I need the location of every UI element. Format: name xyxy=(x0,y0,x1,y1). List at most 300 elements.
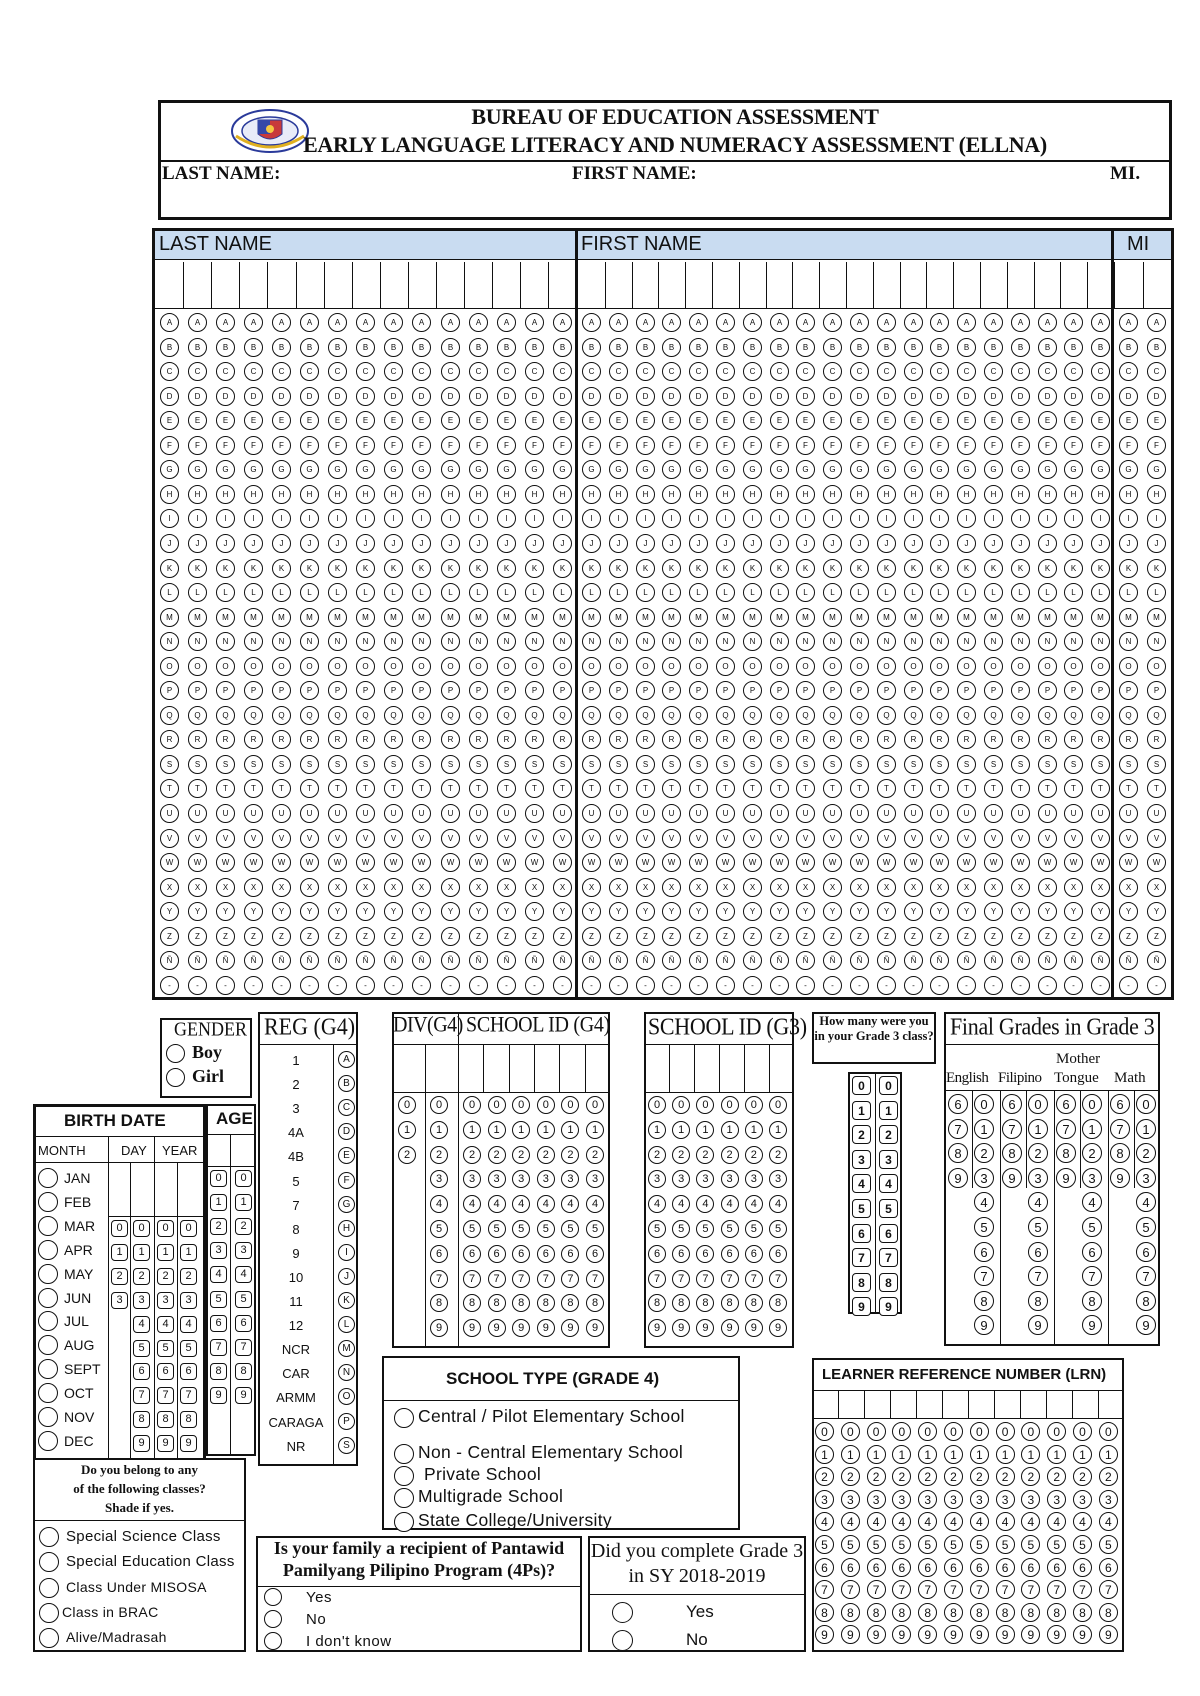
last-name-col-12-bubble-w[interactable]: W xyxy=(469,853,488,872)
grade-mother-tongue-tens-bubble-8[interactable]: 8 xyxy=(1056,1143,1076,1163)
lrn-col-11-bubble-9[interactable]: 9 xyxy=(1073,1625,1092,1644)
grade-mother-tongue-ones-bubble-3[interactable]: 3 xyxy=(1082,1168,1102,1188)
division-col-1-bubble-2[interactable]: 2 xyxy=(398,1146,416,1164)
school-g3-col-3-bubble-0[interactable]: 0 xyxy=(696,1096,714,1114)
first-name-col-6-bubble-y[interactable]: Y xyxy=(716,902,735,921)
first-name-col-5-bubble-l[interactable]: L xyxy=(689,583,708,602)
region-10-bubble[interactable]: J xyxy=(338,1268,355,1285)
first-name-col-15-bubble-i[interactable]: I xyxy=(957,509,976,528)
grade-english-ones-bubble-5[interactable]: 5 xyxy=(974,1217,994,1237)
first-name-col-3-bubble-z[interactable]: Z xyxy=(636,927,655,946)
first-name-col-11-bubble-h[interactable]: H xyxy=(850,485,869,504)
lrn-col-12-bubble-1[interactable]: 1 xyxy=(1099,1445,1118,1464)
last-name-col-1-bubble-ñ[interactable]: Ñ xyxy=(160,951,179,970)
last-name-col-7-bubble-e[interactable]: E xyxy=(328,411,347,430)
lrn-col-12-bubble-0[interactable]: 0 xyxy=(1099,1422,1118,1441)
last-name-col-6-bubble-y[interactable]: Y xyxy=(300,902,319,921)
mi-name-col-1-bubble-g[interactable]: G xyxy=(1119,460,1138,479)
lrn-col-3-bubble-6[interactable]: 6 xyxy=(867,1558,886,1577)
last-name-col-3-bubble-r[interactable]: R xyxy=(216,730,235,749)
grade-mother-tongue-ones-bubble-6[interactable]: 6 xyxy=(1082,1242,1102,1262)
first-name-col-13-bubble-z[interactable]: Z xyxy=(904,927,923,946)
grade-math-ones-bubble-3[interactable]: 3 xyxy=(1136,1168,1156,1188)
school-g4-col-4-bubble-4[interactable]: 4 xyxy=(537,1195,555,1213)
first-name-col-4-bubble-r[interactable]: R xyxy=(662,730,681,749)
first-name-col-14-bubble-n[interactable]: N xyxy=(930,632,949,651)
first-name-col-15-bubble-b[interactable]: B xyxy=(957,338,976,357)
first-name-col-11-bubble-r[interactable]: R xyxy=(850,730,869,749)
first-name-col-19-bubble-o[interactable]: O xyxy=(1064,657,1083,676)
first-name-col-13-bubble-l[interactable]: L xyxy=(904,583,923,602)
last-name-col-4-bubble-m[interactable]: M xyxy=(244,608,263,627)
last-name-col-11-bubble-u[interactable]: U xyxy=(441,804,460,823)
first-name-col-20-bubble-w[interactable]: W xyxy=(1091,853,1110,872)
first-name-col-8-bubble-m[interactable]: M xyxy=(770,608,789,627)
lrn-col-12-bubble-2[interactable]: 2 xyxy=(1099,1467,1118,1486)
mi-name-col-2-bubble-ñ[interactable]: Ñ xyxy=(1147,951,1166,970)
last-name-col-14-bubble-c[interactable]: C xyxy=(525,362,544,381)
first-name-col-17-bubble-l[interactable]: L xyxy=(1011,583,1030,602)
first-name-col-7-bubble-ñ[interactable]: Ñ xyxy=(743,951,762,970)
first-name-col-2-bubble-c[interactable]: C xyxy=(609,362,628,381)
first-name-col-20-bubble-q[interactable]: Q xyxy=(1091,706,1110,725)
lrn-col-6-bubble-8[interactable]: 8 xyxy=(944,1603,963,1622)
first-name-col-5-bubble-a[interactable]: A xyxy=(689,313,708,332)
first-name-col-18-bubble-e[interactable]: E xyxy=(1038,411,1057,430)
school-g4-col-2-bubble-1[interactable]: 1 xyxy=(488,1121,506,1139)
last-name-col-9-bubble-d[interactable]: D xyxy=(384,387,403,406)
year-ones-bubble-3[interactable]: 3 xyxy=(180,1292,197,1309)
class-count-tens-bubble-1[interactable]: 1 xyxy=(852,1101,871,1120)
first-name-col-16-bubble-d[interactable]: D xyxy=(984,387,1003,406)
lrn-col-9-bubble-8[interactable]: 8 xyxy=(1021,1603,1040,1622)
school-type-non-central-bubble[interactable] xyxy=(394,1444,414,1464)
first-name-col-10-bubble-x[interactable]: X xyxy=(823,878,842,897)
first-name-col-7-bubble-m[interactable]: M xyxy=(743,608,762,627)
last-name-col-15-bubble-j[interactable]: J xyxy=(553,534,572,553)
school-g3-col-6-bubble-6[interactable]: 6 xyxy=(769,1245,787,1263)
last-name-col-4-bubble-a[interactable]: A xyxy=(244,313,263,332)
first-name-col-7-bubble-a[interactable]: A xyxy=(743,313,762,332)
grade-mother-tongue-tens-bubble-6[interactable]: 6 xyxy=(1056,1094,1076,1114)
last-name-col-6-bubble-p[interactable]: P xyxy=(300,681,319,700)
class-count-ones-bubble-0[interactable]: 0 xyxy=(879,1076,898,1095)
school-g3-col-4-bubble-1[interactable]: 1 xyxy=(721,1121,739,1139)
year-tens-bubble-5[interactable]: 5 xyxy=(157,1340,174,1357)
class-count-ones-bubble-2[interactable]: 2 xyxy=(879,1125,898,1144)
first-name-col-13-bubble-s[interactable]: S xyxy=(904,755,923,774)
last-name-col-7-bubble-z[interactable]: Z xyxy=(328,927,347,946)
lrn-col-7-bubble-9[interactable]: 9 xyxy=(970,1625,989,1644)
first-name-col-20-bubble-dash[interactable]: - xyxy=(1091,976,1110,995)
last-name-col-11-bubble-x[interactable]: X xyxy=(441,878,460,897)
first-name-col-9-bubble-s[interactable]: S xyxy=(796,755,815,774)
lrn-col-10-bubble-1[interactable]: 1 xyxy=(1047,1445,1066,1464)
first-name-col-7-bubble-g[interactable]: G xyxy=(743,460,762,479)
last-name-col-4-bubble-g[interactable]: G xyxy=(244,460,263,479)
first-name-col-7-bubble-o[interactable]: O xyxy=(743,657,762,676)
last-name-col-15-bubble-ñ[interactable]: Ñ xyxy=(553,951,572,970)
last-name-col-11-bubble-e[interactable]: E xyxy=(441,411,460,430)
last-name-col-7-bubble-f[interactable]: F xyxy=(328,436,347,455)
month-dec-bubble[interactable] xyxy=(38,1431,58,1451)
mi-name-col-2-bubble-d[interactable]: D xyxy=(1147,387,1166,406)
first-name-col-16-bubble-z[interactable]: Z xyxy=(984,927,1003,946)
first-name-col-2-bubble-w[interactable]: W xyxy=(609,853,628,872)
last-name-col-10-bubble-q[interactable]: Q xyxy=(412,706,431,725)
first-name-col-8-bubble-k[interactable]: K xyxy=(770,559,789,578)
first-name-col-8-bubble-p[interactable]: P xyxy=(770,681,789,700)
first-name-col-5-bubble-f[interactable]: F xyxy=(689,436,708,455)
last-name-col-12-bubble-dash[interactable]: - xyxy=(469,976,488,995)
lrn-col-2-bubble-7[interactable]: 7 xyxy=(841,1580,860,1599)
age-ones-bubble-1[interactable]: 1 xyxy=(235,1194,252,1211)
first-name-col-9-bubble-d[interactable]: D xyxy=(796,387,815,406)
age-tens-bubble-2[interactable]: 2 xyxy=(210,1218,227,1235)
first-name-col-6-bubble-t[interactable]: T xyxy=(716,779,735,798)
first-name-col-18-bubble-c[interactable]: C xyxy=(1038,362,1057,381)
school-g3-col-2-bubble-7[interactable]: 7 xyxy=(672,1270,690,1288)
lrn-col-8-bubble-9[interactable]: 9 xyxy=(996,1625,1015,1644)
first-name-col-10-bubble-k[interactable]: K xyxy=(823,559,842,578)
first-name-col-11-bubble-t[interactable]: T xyxy=(850,779,869,798)
last-name-col-2-bubble-dash[interactable]: - xyxy=(188,976,207,995)
first-name-col-16-bubble-h[interactable]: H xyxy=(984,485,1003,504)
last-name-col-11-bubble-q[interactable]: Q xyxy=(441,706,460,725)
school-g4-col-3-bubble-2[interactable]: 2 xyxy=(512,1146,530,1164)
first-name-col-20-bubble-g[interactable]: G xyxy=(1091,460,1110,479)
first-name-col-8-bubble-f[interactable]: F xyxy=(770,436,789,455)
first-name-col-2-bubble-ñ[interactable]: Ñ xyxy=(609,951,628,970)
last-name-col-13-bubble-g[interactable]: G xyxy=(497,460,516,479)
first-name-col-16-bubble-x[interactable]: X xyxy=(984,878,1003,897)
last-name-col-11-bubble-f[interactable]: F xyxy=(441,436,460,455)
last-name-col-1-bubble-e[interactable]: E xyxy=(160,411,179,430)
first-name-col-15-bubble-m[interactable]: M xyxy=(957,608,976,627)
first-name-col-18-bubble-v[interactable]: V xyxy=(1038,829,1057,848)
last-name-col-11-bubble-g[interactable]: G xyxy=(441,460,460,479)
day-ones-bubble-7[interactable]: 7 xyxy=(133,1387,150,1404)
first-name-col-14-bubble-r[interactable]: R xyxy=(930,730,949,749)
last-name-col-4-bubble-ñ[interactable]: Ñ xyxy=(244,951,263,970)
mi-name-col-2-bubble-h[interactable]: H xyxy=(1147,485,1166,504)
first-name-col-6-bubble-m[interactable]: M xyxy=(716,608,735,627)
first-name-col-9-bubble-dash[interactable]: - xyxy=(796,976,815,995)
mi-name-col-1-bubble-o[interactable]: O xyxy=(1119,657,1138,676)
lrn-col-6-bubble-7[interactable]: 7 xyxy=(944,1580,963,1599)
first-name-col-19-bubble-d[interactable]: D xyxy=(1064,387,1083,406)
first-name-col-3-bubble-h[interactable]: H xyxy=(636,485,655,504)
first-name-col-3-bubble-k[interactable]: K xyxy=(636,559,655,578)
first-name-col-14-bubble-ñ[interactable]: Ñ xyxy=(930,951,949,970)
last-name-col-10-bubble-t[interactable]: T xyxy=(412,779,431,798)
mi-name-col-2-bubble-k[interactable]: K xyxy=(1147,559,1166,578)
first-name-col-7-bubble-dash[interactable]: - xyxy=(743,976,762,995)
last-name-col-13-bubble-f[interactable]: F xyxy=(497,436,516,455)
last-name-col-14-bubble-f[interactable]: F xyxy=(525,436,544,455)
first-name-col-1-bubble-t[interactable]: T xyxy=(582,779,601,798)
grade-filipino-tens-bubble-9[interactable]: 9 xyxy=(1002,1168,1022,1188)
last-name-col-14-bubble-t[interactable]: T xyxy=(525,779,544,798)
school-g3-col-4-bubble-3[interactable]: 3 xyxy=(721,1170,739,1188)
last-name-col-5-bubble-b[interactable]: B xyxy=(272,338,291,357)
first-name-col-16-bubble-u[interactable]: U xyxy=(984,804,1003,823)
school-g3-col-6-bubble-2[interactable]: 2 xyxy=(769,1146,787,1164)
grade-english-ones-bubble-7[interactable]: 7 xyxy=(974,1266,994,1286)
first-name-col-9-bubble-u[interactable]: U xyxy=(796,804,815,823)
last-name-col-5-bubble-j[interactable]: J xyxy=(272,534,291,553)
first-name-col-10-bubble-q[interactable]: Q xyxy=(823,706,842,725)
first-name-col-12-bubble-f[interactable]: F xyxy=(877,436,896,455)
first-name-col-10-bubble-d[interactable]: D xyxy=(823,387,842,406)
last-name-col-5-bubble-e[interactable]: E xyxy=(272,411,291,430)
year-ones-bubble-5[interactable]: 5 xyxy=(180,1340,197,1357)
grade-english-ones-bubble-9[interactable]: 9 xyxy=(974,1315,994,1335)
last-name-col-6-bubble-b[interactable]: B xyxy=(300,338,319,357)
grade-english-tens-bubble-6[interactable]: 6 xyxy=(948,1094,968,1114)
month-may-bubble[interactable] xyxy=(38,1264,58,1284)
last-name-col-13-bubble-y[interactable]: Y xyxy=(497,902,516,921)
first-name-col-8-bubble-t[interactable]: T xyxy=(770,779,789,798)
first-name-col-19-bubble-u[interactable]: U xyxy=(1064,804,1083,823)
school-g3-col-5-bubble-2[interactable]: 2 xyxy=(745,1146,763,1164)
last-name-col-9-bubble-w[interactable]: W xyxy=(384,853,403,872)
last-name-col-2-bubble-p[interactable]: P xyxy=(188,681,207,700)
last-name-col-7-bubble-u[interactable]: U xyxy=(328,804,347,823)
region-9-bubble[interactable]: I xyxy=(338,1244,355,1261)
last-name-col-15-bubble-v[interactable]: V xyxy=(553,829,572,848)
first-name-col-18-bubble-ñ[interactable]: Ñ xyxy=(1038,951,1057,970)
last-name-col-2-bubble-ñ[interactable]: Ñ xyxy=(188,951,207,970)
last-name-col-11-bubble-n[interactable]: N xyxy=(441,632,460,651)
last-name-col-6-bubble-dash[interactable]: - xyxy=(300,976,319,995)
first-name-col-4-bubble-w[interactable]: W xyxy=(662,853,681,872)
lrn-col-6-bubble-4[interactable]: 4 xyxy=(944,1512,963,1531)
lrn-col-3-bubble-7[interactable]: 7 xyxy=(867,1580,886,1599)
mi-name-col-2-bubble-z[interactable]: Z xyxy=(1147,927,1166,946)
first-name-col-9-bubble-v[interactable]: V xyxy=(796,829,815,848)
last-name-col-7-bubble-p[interactable]: P xyxy=(328,681,347,700)
last-name-col-1-bubble-dash[interactable]: - xyxy=(160,976,179,995)
first-name-col-13-bubble-dash[interactable]: - xyxy=(904,976,923,995)
last-name-col-1-bubble-s[interactable]: S xyxy=(160,755,179,774)
last-name-col-10-bubble-b[interactable]: B xyxy=(412,338,431,357)
last-name-col-4-bubble-t[interactable]: T xyxy=(244,779,263,798)
first-name-col-13-bubble-h[interactable]: H xyxy=(904,485,923,504)
mi-name-col-1-bubble-u[interactable]: U xyxy=(1119,804,1138,823)
last-name-col-7-bubble-l[interactable]: L xyxy=(328,583,347,602)
last-name-col-8-bubble-w[interactable]: W xyxy=(356,853,375,872)
first-name-col-17-bubble-d[interactable]: D xyxy=(1011,387,1030,406)
first-name-col-20-bubble-i[interactable]: I xyxy=(1091,509,1110,528)
day-ones-bubble-1[interactable]: 1 xyxy=(133,1244,150,1261)
school-g4-col-2-bubble-6[interactable]: 6 xyxy=(488,1245,506,1263)
year-tens-bubble-0[interactable]: 0 xyxy=(157,1220,174,1237)
mi-name-col-1-bubble-l[interactable]: L xyxy=(1119,583,1138,602)
first-name-col-7-bubble-w[interactable]: W xyxy=(743,853,762,872)
last-name-col-1-bubble-y[interactable]: Y xyxy=(160,902,179,921)
first-name-col-19-bubble-x[interactable]: X xyxy=(1064,878,1083,897)
first-name-col-12-bubble-d[interactable]: D xyxy=(877,387,896,406)
first-name-col-16-bubble-l[interactable]: L xyxy=(984,583,1003,602)
first-name-col-12-bubble-g[interactable]: G xyxy=(877,460,896,479)
last-name-col-9-bubble-j[interactable]: J xyxy=(384,534,403,553)
last-name-col-1-bubble-a[interactable]: A xyxy=(160,313,179,332)
grade-mother-tongue-tens-bubble-9[interactable]: 9 xyxy=(1056,1168,1076,1188)
first-name-col-2-bubble-q[interactable]: Q xyxy=(609,706,628,725)
first-name-col-14-bubble-u[interactable]: U xyxy=(930,804,949,823)
first-name-col-5-bubble-e[interactable]: E xyxy=(689,411,708,430)
last-name-col-12-bubble-k[interactable]: K xyxy=(469,559,488,578)
lrn-col-9-bubble-3[interactable]: 3 xyxy=(1021,1490,1040,1509)
last-name-col-6-bubble-u[interactable]: U xyxy=(300,804,319,823)
class-alive-madrasah-bubble[interactable] xyxy=(39,1628,59,1648)
last-name-col-9-bubble-s[interactable]: S xyxy=(384,755,403,774)
first-name-col-9-bubble-k[interactable]: K xyxy=(796,559,815,578)
first-name-col-8-bubble-x[interactable]: X xyxy=(770,878,789,897)
last-name-col-9-bubble-t[interactable]: T xyxy=(384,779,403,798)
last-name-col-5-bubble-v[interactable]: V xyxy=(272,829,291,848)
school-g3-col-1-bubble-2[interactable]: 2 xyxy=(648,1146,666,1164)
last-name-col-6-bubble-g[interactable]: G xyxy=(300,460,319,479)
first-name-col-11-bubble-j[interactable]: J xyxy=(850,534,869,553)
mi-name-col-1-bubble-c[interactable]: C xyxy=(1119,362,1138,381)
first-name-col-8-bubble-y[interactable]: Y xyxy=(770,902,789,921)
last-name-col-2-bubble-e[interactable]: E xyxy=(188,411,207,430)
last-name-col-7-bubble-dash[interactable]: - xyxy=(328,976,347,995)
mi-name-col-1-bubble-z[interactable]: Z xyxy=(1119,927,1138,946)
first-name-col-13-bubble-ñ[interactable]: Ñ xyxy=(904,951,923,970)
year-tens-bubble-9[interactable]: 9 xyxy=(157,1435,174,1452)
first-name-col-20-bubble-z[interactable]: Z xyxy=(1091,927,1110,946)
last-name-col-12-bubble-h[interactable]: H xyxy=(469,485,488,504)
first-name-col-3-bubble-e[interactable]: E xyxy=(636,411,655,430)
school-g4-col-6-bubble-4[interactable]: 4 xyxy=(586,1195,604,1213)
first-name-col-7-bubble-q[interactable]: Q xyxy=(743,706,762,725)
school-g4-col-2-bubble-7[interactable]: 7 xyxy=(488,1270,506,1288)
day-ones-bubble-8[interactable]: 8 xyxy=(133,1411,150,1428)
last-name-col-14-bubble-u[interactable]: U xyxy=(525,804,544,823)
division-col-1-bubble-0[interactable]: 0 xyxy=(398,1096,416,1114)
last-name-col-6-bubble-l[interactable]: L xyxy=(300,583,319,602)
first-name-col-11-bubble-n[interactable]: N xyxy=(850,632,869,651)
lrn-col-4-bubble-9[interactable]: 9 xyxy=(892,1625,911,1644)
first-name-col-1-bubble-ñ[interactable]: Ñ xyxy=(582,951,601,970)
mi-name-col-2-bubble-t[interactable]: T xyxy=(1147,779,1166,798)
first-name-col-1-bubble-q[interactable]: Q xyxy=(582,706,601,725)
age-ones-bubble-6[interactable]: 6 xyxy=(235,1315,252,1332)
day-ones-bubble-4[interactable]: 4 xyxy=(133,1316,150,1333)
division-col-2-bubble-0[interactable]: 0 xyxy=(430,1096,448,1114)
first-name-col-19-bubble-r[interactable]: R xyxy=(1064,730,1083,749)
first-name-col-1-bubble-u[interactable]: U xyxy=(582,804,601,823)
year-ones-bubble-2[interactable]: 2 xyxy=(180,1268,197,1285)
last-name-col-7-bubble-j[interactable]: J xyxy=(328,534,347,553)
mi-name-col-2-bubble-y[interactable]: Y xyxy=(1147,902,1166,921)
first-name-col-8-bubble-w[interactable]: W xyxy=(770,853,789,872)
last-name-col-7-bubble-t[interactable]: T xyxy=(328,779,347,798)
last-name-col-3-bubble-d[interactable]: D xyxy=(216,387,235,406)
first-name-col-3-bubble-s[interactable]: S xyxy=(636,755,655,774)
last-name-col-4-bubble-n[interactable]: N xyxy=(244,632,263,651)
lrn-col-2-bubble-4[interactable]: 4 xyxy=(841,1512,860,1531)
lrn-col-5-bubble-1[interactable]: 1 xyxy=(918,1445,937,1464)
first-name-col-1-bubble-w[interactable]: W xyxy=(582,853,601,872)
school-g4-col-1-bubble-1[interactable]: 1 xyxy=(463,1121,481,1139)
last-name-col-3-bubble-w[interactable]: W xyxy=(216,853,235,872)
school-g3-col-4-bubble-0[interactable]: 0 xyxy=(721,1096,739,1114)
grade-math-ones-bubble-8[interactable]: 8 xyxy=(1136,1291,1156,1311)
last-name-col-13-bubble-q[interactable]: Q xyxy=(497,706,516,725)
lrn-col-8-bubble-4[interactable]: 4 xyxy=(996,1512,1015,1531)
school-g3-col-3-bubble-3[interactable]: 3 xyxy=(696,1170,714,1188)
first-name-col-16-bubble-e[interactable]: E xyxy=(984,411,1003,430)
region-car-bubble[interactable]: N xyxy=(338,1364,355,1381)
last-name-col-11-bubble-b[interactable]: B xyxy=(441,338,460,357)
school-g3-col-5-bubble-7[interactable]: 7 xyxy=(745,1270,763,1288)
last-name-col-1-bubble-i[interactable]: I xyxy=(160,509,179,528)
first-name-col-2-bubble-o[interactable]: O xyxy=(609,657,628,676)
last-name-col-8-bubble-e[interactable]: E xyxy=(356,411,375,430)
lrn-col-5-bubble-8[interactable]: 8 xyxy=(918,1603,937,1622)
first-name-col-15-bubble-dash[interactable]: - xyxy=(957,976,976,995)
class-count-ones-bubble-1[interactable]: 1 xyxy=(879,1101,898,1120)
last-name-col-13-bubble-i[interactable]: I xyxy=(497,509,516,528)
last-name-col-8-bubble-r[interactable]: R xyxy=(356,730,375,749)
first-name-col-15-bubble-s[interactable]: S xyxy=(957,755,976,774)
first-name-col-8-bubble-h[interactable]: H xyxy=(770,485,789,504)
last-name-col-3-bubble-y[interactable]: Y xyxy=(216,902,235,921)
division-col-2-bubble-3[interactable]: 3 xyxy=(430,1170,448,1188)
first-name-col-8-bubble-l[interactable]: L xyxy=(770,583,789,602)
last-name-col-5-bubble-q[interactable]: Q xyxy=(272,706,291,725)
first-name-col-9-bubble-ñ[interactable]: Ñ xyxy=(796,951,815,970)
first-name-col-3-bubble-x[interactable]: X xyxy=(636,878,655,897)
first-name-col-19-bubble-g[interactable]: G xyxy=(1064,460,1083,479)
last-name-col-10-bubble-j[interactable]: J xyxy=(412,534,431,553)
first-name-col-3-bubble-c[interactable]: C xyxy=(636,362,655,381)
last-name-col-10-bubble-c[interactable]: C xyxy=(412,362,431,381)
school-g4-col-5-bubble-2[interactable]: 2 xyxy=(561,1146,579,1164)
first-name-col-15-bubble-u[interactable]: U xyxy=(957,804,976,823)
grade-math-ones-bubble-5[interactable]: 5 xyxy=(1136,1217,1156,1237)
last-name-col-3-bubble-g[interactable]: G xyxy=(216,460,235,479)
last-name-col-9-bubble-c[interactable]: C xyxy=(384,362,403,381)
first-name-col-9-bubble-p[interactable]: P xyxy=(796,681,815,700)
school-g4-col-1-bubble-3[interactable]: 3 xyxy=(463,1170,481,1188)
school-g4-col-4-bubble-8[interactable]: 8 xyxy=(537,1294,555,1312)
first-name-col-18-bubble-d[interactable]: D xyxy=(1038,387,1057,406)
mi-name-col-2-bubble-i[interactable]: I xyxy=(1147,509,1166,528)
last-name-col-8-bubble-x[interactable]: X xyxy=(356,878,375,897)
last-name-col-1-bubble-f[interactable]: F xyxy=(160,436,179,455)
first-name-col-17-bubble-r[interactable]: R xyxy=(1011,730,1030,749)
first-name-col-16-bubble-k[interactable]: K xyxy=(984,559,1003,578)
school-g3-col-2-bubble-9[interactable]: 9 xyxy=(672,1319,690,1337)
last-name-col-6-bubble-ñ[interactable]: Ñ xyxy=(300,951,319,970)
last-name-col-13-bubble-h[interactable]: H xyxy=(497,485,516,504)
first-name-col-6-bubble-d[interactable]: D xyxy=(716,387,735,406)
last-name-col-2-bubble-x[interactable]: X xyxy=(188,878,207,897)
first-name-col-20-bubble-a[interactable]: A xyxy=(1091,313,1110,332)
first-name-col-17-bubble-w[interactable]: W xyxy=(1011,853,1030,872)
lrn-col-6-bubble-2[interactable]: 2 xyxy=(944,1467,963,1486)
last-name-col-11-bubble-h[interactable]: H xyxy=(441,485,460,504)
first-name-col-10-bubble-ñ[interactable]: Ñ xyxy=(823,951,842,970)
first-name-col-12-bubble-u[interactable]: U xyxy=(877,804,896,823)
last-name-col-7-bubble-m[interactable]: M xyxy=(328,608,347,627)
last-name-col-8-bubble-dash[interactable]: - xyxy=(356,976,375,995)
